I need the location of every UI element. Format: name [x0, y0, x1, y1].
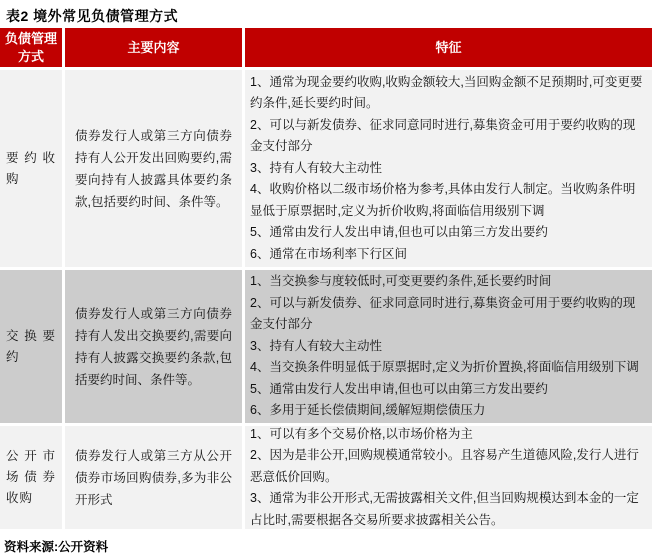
column-header-content: 主要内容 — [65, 28, 242, 67]
debt-management-table — [0, 28, 652, 529]
row1-method-cell: 要约收购 — [0, 70, 62, 267]
feature-item: 3、持有人有较大主动性 — [250, 160, 382, 175]
feature-item: 5、通常由发行人发出申请,但也可以由第三方发出要约 — [250, 381, 548, 396]
feature-item: 2、可以与新发债券、征求同意同时进行,募集资金可用于要约收购的现金支付部分 — [250, 295, 636, 332]
feature-item: 2、可以与新发债券、征求同意同时进行,募集资金可用于要约收购的现金支付部分 — [250, 117, 636, 154]
feature-item: 4、收购价格以二级市场价格为参考,具体由发行人制定。当收购条件明显低于原票据时,定义为折价收购,将面临信用级别下调 — [250, 182, 636, 218]
row1-content-cell: 债券发行人或第三方向债券持有人公开发出回购要约,需要向持有人披露具体要约条款,包括要约时间、条件等。 — [65, 70, 242, 267]
row3-features-cell — [245, 426, 652, 529]
column-header-method: 负债管理方式 — [0, 28, 62, 67]
feature-item: 1、通常为现金要约收购,收购金额较大,当回购金额不足预期时,可变更要约条件,延长要约时间。 — [250, 74, 643, 111]
source-note: 资料来源:公开资料 — [4, 540, 109, 554]
feature-item: 1、当交换参与度较低时,可变更要约条件,延长要约时间 — [250, 274, 552, 289]
feature-item: 1、可以有多个交易价格,以市场价格为主 — [250, 426, 473, 441]
row3-method-cell: 公开市场债券收购 — [0, 426, 62, 529]
feature-item: 4、当交换条件明显低于原票据时,定义为折价置换,将面临信用级别下调 — [250, 360, 639, 375]
row2-method-cell: 交换要约 — [0, 270, 62, 423]
feature-item: 6、多用于延长偿债期间,缓解短期偿债压力 — [250, 403, 486, 418]
feature-item: 6、通常在市场利率下行区间 — [250, 246, 407, 261]
row2-features-cell — [245, 270, 652, 423]
column-header-features: 特征 — [245, 28, 652, 67]
row1-features-cell — [245, 70, 652, 267]
feature-item: 2、因为是非公开,回购规模通常较小。且容易产生道德风险,发行人进行恶意低价回购。 — [250, 448, 639, 484]
feature-item: 5、通常由发行人发出申请,但也可以由第三方发出要约 — [250, 225, 548, 240]
feature-item: 3、通常为非公开形式,无需披露相关文件,但当回购规模达到本金的一定占比时,需要根据各交易所要求披露相关公告。 — [250, 491, 639, 527]
table-title: 表2 境外常见负债管理方式 — [6, 8, 179, 24]
row3-content-cell: 债券发行人或第三方从公开债券市场回购债券,多为非公开形式 — [65, 426, 242, 529]
feature-item: 3、持有人有较大主动性 — [250, 338, 382, 353]
row2-content-cell: 债券发行人或第三方向债券持有人发出交换要约,需要向持有人披露交换要约条款,包括要约时间、条件等。 — [65, 270, 242, 423]
